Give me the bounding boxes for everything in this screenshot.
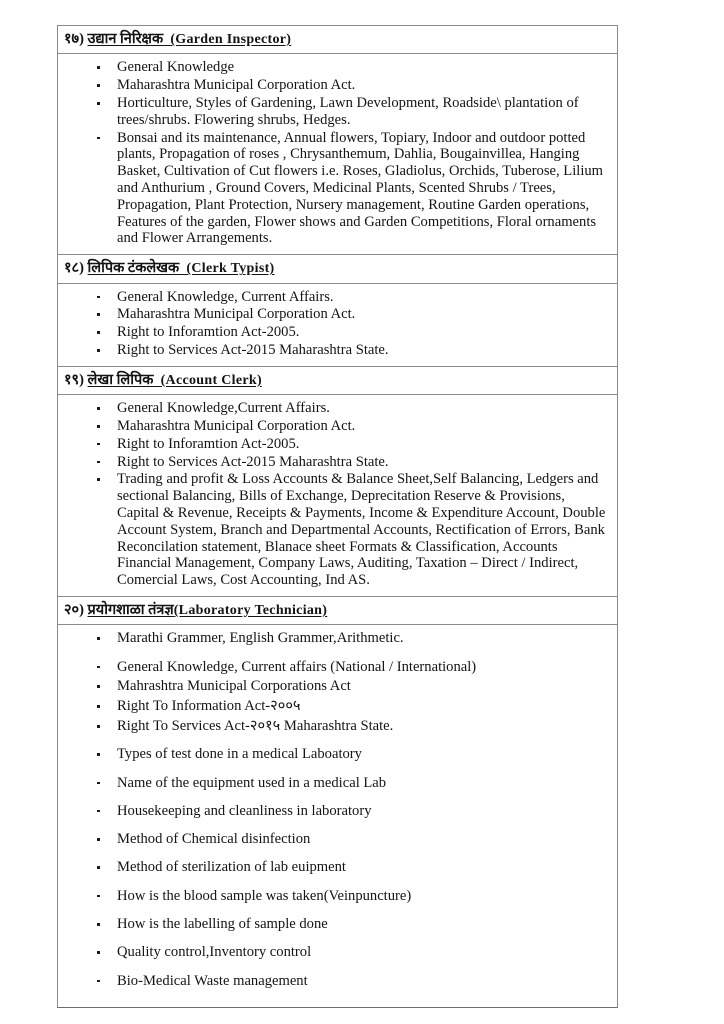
section-title-marathi: लिपिक टंकलेखक — [87, 260, 180, 277]
list-item: Maharashtra Municipal Corporation Act. — [66, 306, 609, 323]
list-item: Method of sterilization of lab euipment — [66, 859, 609, 876]
list-item: Maharashtra Municipal Corporation Act. — [66, 418, 609, 435]
list-item: Housekeeping and cleanliness in laboratory — [66, 803, 609, 820]
section-title-english: (Laboratory Technician) — [173, 602, 328, 618]
section-body-laboratory-technician — [58, 625, 617, 1007]
bullet-list-clerk-typist — [66, 289, 609, 359]
list-item: Method of Chemical disinfection — [66, 831, 609, 848]
list-item: How is the blood sample was taken(Veinpuncture) — [66, 888, 609, 905]
bullet-list-account-clerk — [66, 400, 609, 589]
section-title-marathi: प्रयोगशाळा तंत्रज्ञ — [87, 601, 174, 618]
list-item: Types of test done in a medical Laboatory — [66, 746, 609, 763]
list-item: General Knowledge,Current Affairs. — [66, 400, 609, 417]
list-item: Trading and profit & Loss Accounts & Balance Sheet,Self Balancing, Ledgers and sectional Balancing, Bills of Exchange, Deprecitation Reserve & Provisions, Capital & Revenue, Receipts & Payments, Income & Expenditure Account, Double Account System, Branch and Departmental Accounts, Rectification of Errors, Bank Reconcilation statement, Blanace sheet Formats & Classification, Accounts Financial Management, Company Laws, Auditing, Taxation – Direct / Indirect, Comercial Laws, Cost Accounting, Ind AS. — [66, 471, 609, 589]
list-item: Bio-Medical Waste management — [66, 973, 609, 990]
list-item: General Knowledge — [66, 59, 609, 76]
list-item: Mahrashtra Municipal Corporations Act — [66, 678, 609, 695]
list-item: Maharashtra Municipal Corporation Act. — [66, 77, 609, 94]
bullet-list-garden-inspector — [66, 59, 609, 247]
section-number: १७) — [64, 31, 84, 47]
section-title-marathi: उद्यान निरिक्षक — [87, 31, 164, 47]
section-title-english: (Garden Inspector) — [170, 32, 292, 47]
section-number: १९) — [64, 371, 84, 388]
section-title-english: (Clerk Typist) — [186, 261, 275, 277]
list-item: Marathi Grammer, English Grammer,Arithmetic. — [66, 630, 609, 647]
list-item: Name of the equipment used in a medical Lab — [66, 775, 609, 792]
bullet-list-laboratory-technician — [66, 630, 609, 989]
syllabus-table — [57, 25, 618, 1008]
section-title-gap — [153, 372, 160, 388]
section-number: १८) — [64, 260, 84, 277]
list-item: General Knowledge, Current Affairs. — [66, 289, 609, 306]
section-body-clerk-typist — [58, 284, 617, 366]
section-body-account-clerk — [58, 395, 617, 596]
list-item: Bonsai and its maintenance, Annual flowers, Topiary, Indoor and outdoor potted plants, Propagation of roses , Chrysanthemum, Dahlia, Bougainvillea, Hanging Basket, Cultivation of Cut flowers i.e. Roses, Gladiolus, Orchids, Tuberose, Lilium and Anthurium , Ground Covers, Medicinal Plants, Scented Shrubs / Trees, Propagation, Plant Protection, Nursery management, Routine Garden operations, Features of the garden, Flower shows and Garden Competitions, Floral ornaments and Flower Arrangements. — [66, 130, 609, 248]
list-item: How is the labelling of sample done — [66, 916, 609, 933]
section-title-marathi: लेखा लिपिक — [87, 371, 154, 388]
section-laboratory-technician — [58, 596, 617, 1007]
section-title-english: (Account Clerk) — [160, 372, 262, 388]
section-body-garden-inspector — [58, 54, 617, 254]
section-account-clerk — [58, 366, 617, 596]
section-garden-inspector — [58, 26, 617, 254]
list-item: Right to Inforamtion Act-2005. — [66, 436, 609, 453]
section-clerk-typist — [58, 254, 617, 366]
section-number: २०) — [64, 601, 84, 618]
section-header-garden-inspector — [58, 26, 617, 54]
section-header-laboratory-technician — [58, 596, 617, 625]
list-item: General Knowledge, Current affairs (National / International) — [66, 659, 609, 676]
list-item: Right To Information Act-२००५ — [66, 698, 609, 715]
list-item: Right To Services Act-२०१५ Maharashtra State. — [66, 718, 609, 735]
list-item: Right to Services Act-2015 Maharashtra State. — [66, 342, 609, 359]
list-item: Right to Services Act-2015 Maharashtra State. — [66, 454, 609, 471]
list-item: Horticulture, Styles of Gardening, Lawn Development, Roadside\ plantation of trees/shrubs. Flowering shrubs, Hedges. — [66, 95, 609, 129]
list-item: Right to Inforamtion Act-2005. — [66, 324, 609, 341]
section-header-clerk-typist — [58, 254, 617, 283]
list-item: Quality control,Inventory control — [66, 944, 609, 961]
section-header-account-clerk — [58, 366, 617, 395]
